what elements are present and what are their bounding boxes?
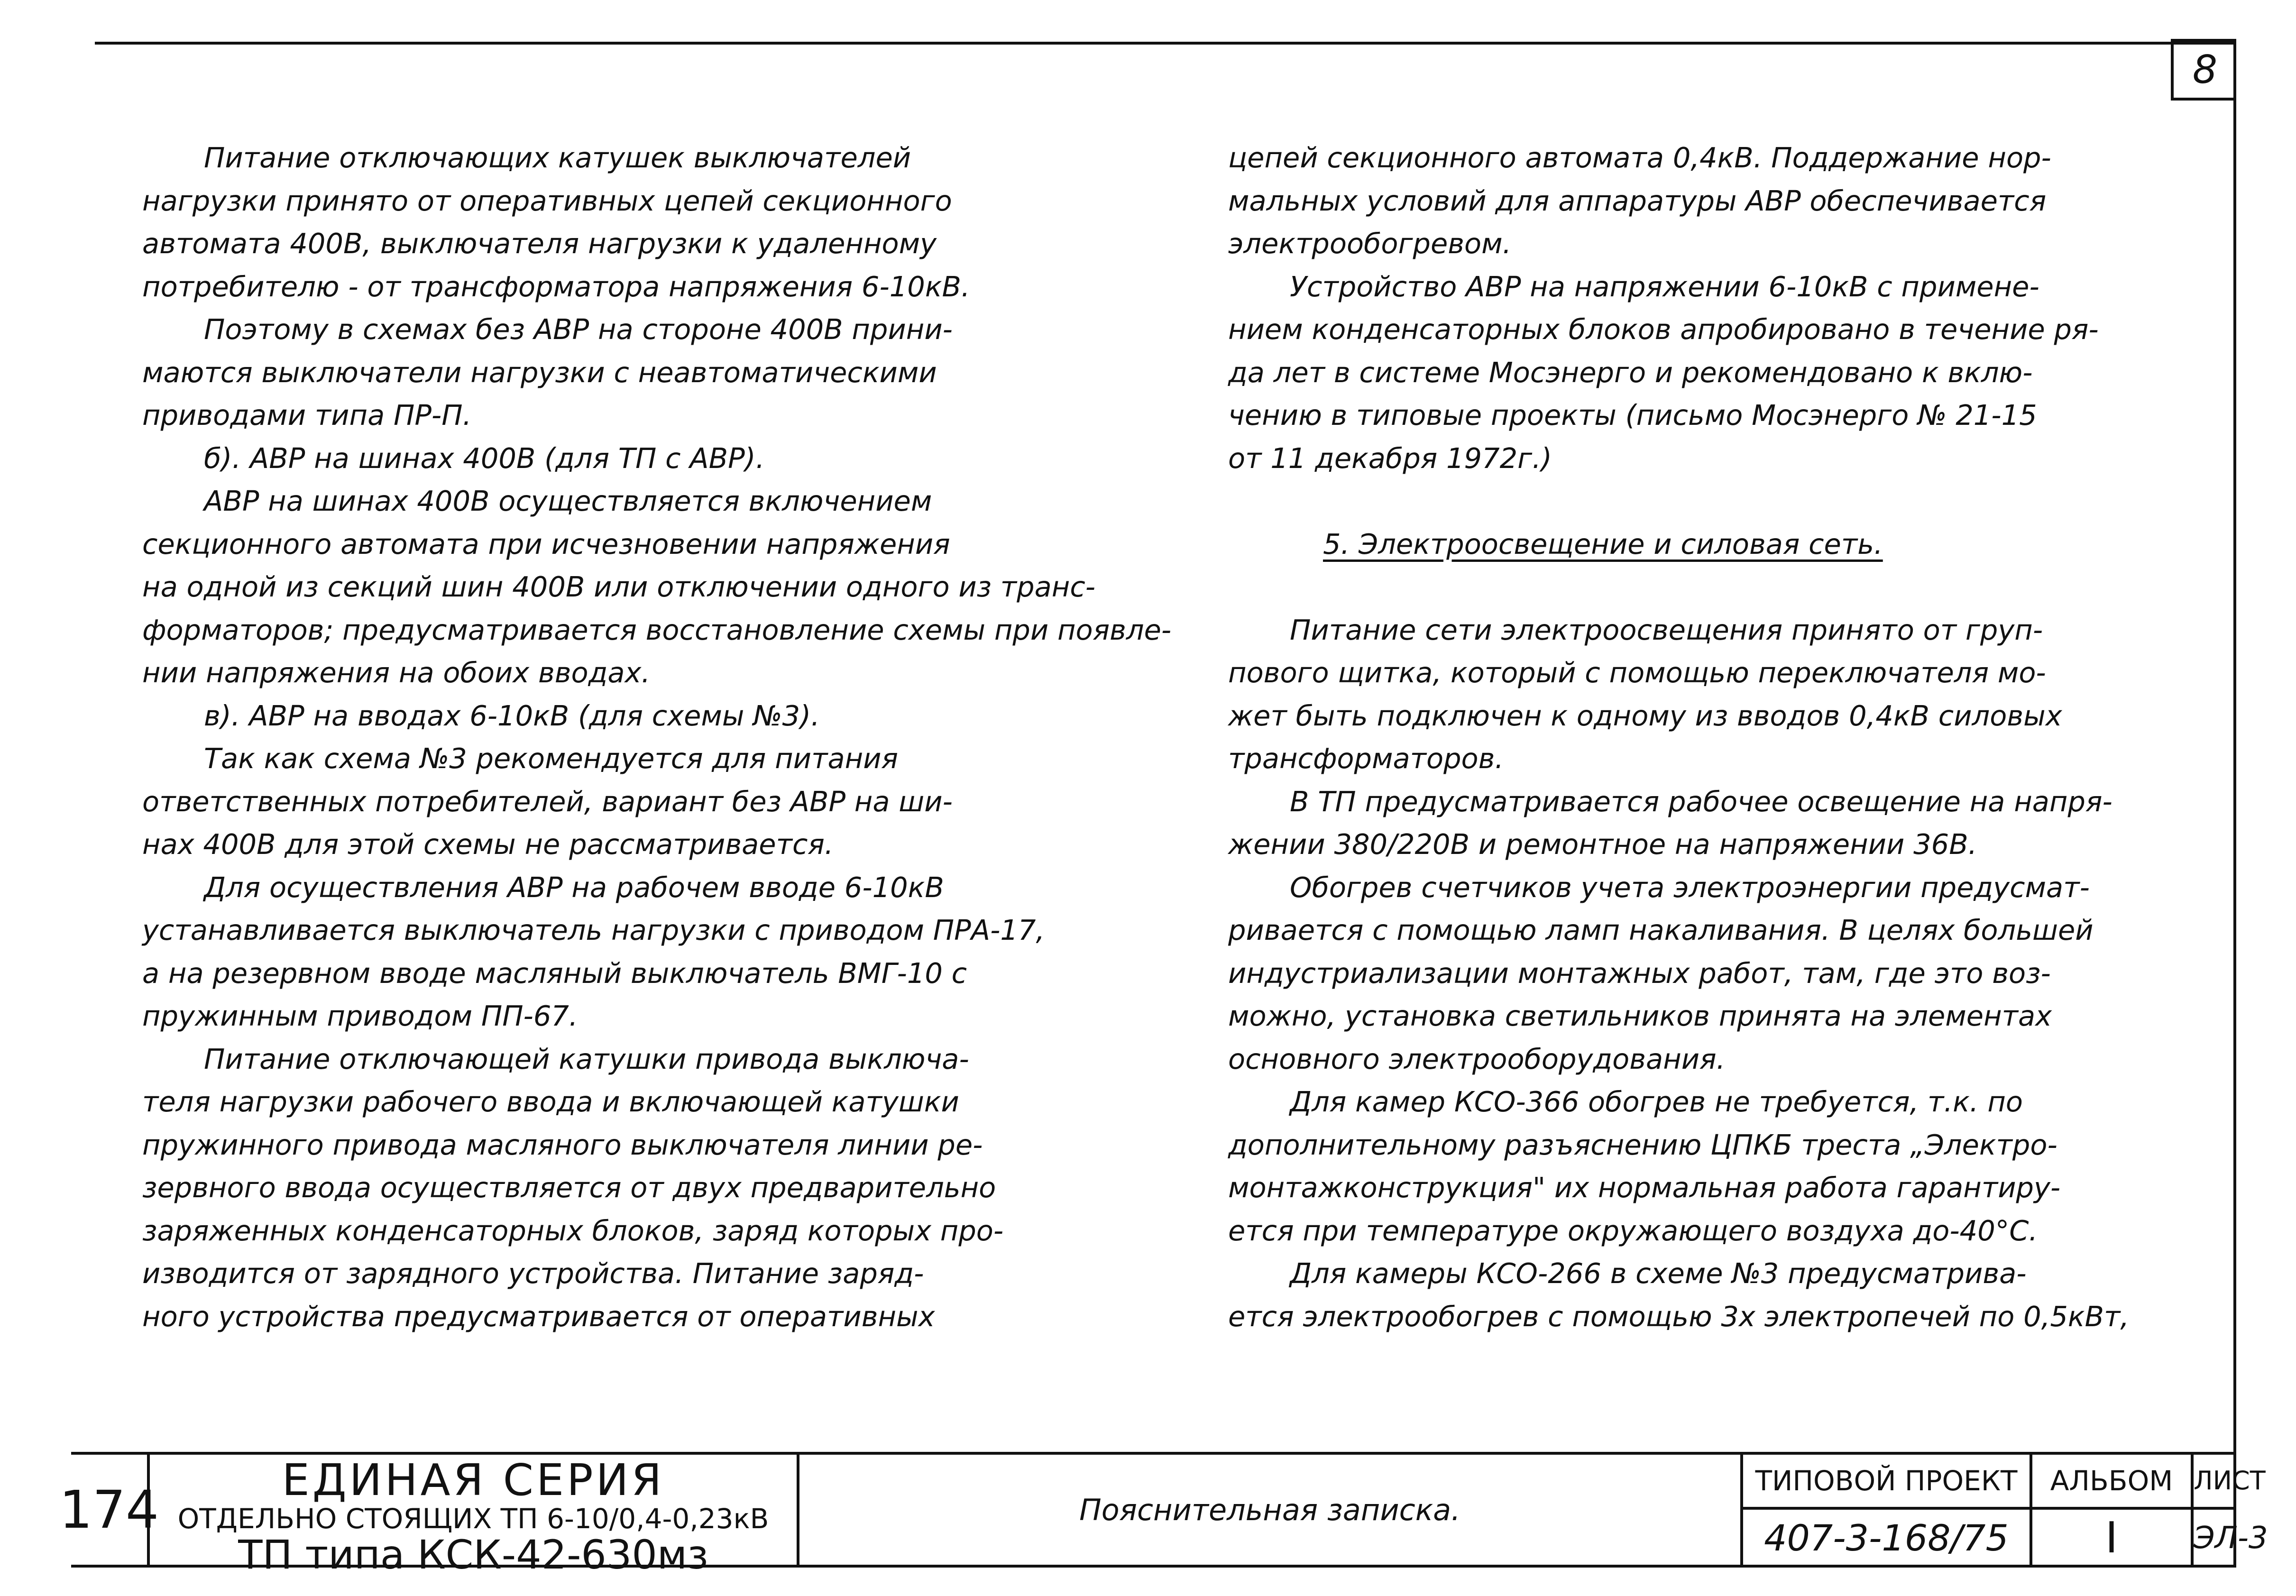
text-line: монтажконструкция" их нормальная работа гарантиру-	[1228, 1171, 2061, 1204]
series-cell	[147, 1455, 797, 1578]
text-line: ется при температуре окружающего воздуха до-40°С.	[1228, 1214, 2038, 1247]
text-line: а на резервном вводе масляный выключатель ВМГ-10 с	[142, 956, 967, 990]
text-line: теля нагрузки рабочего ввода и включающей катушки	[142, 1085, 959, 1118]
sheet-number: 174	[59, 1479, 159, 1540]
project-cell	[1740, 1455, 2030, 1565]
text-line: нах 400В для этой схемы не рассматривается.	[142, 828, 834, 861]
text-line: В ТП предусматривается рабочее освещение на напря-	[1290, 785, 2112, 818]
text-line: нием конденсаторных блоков апробировано в течение ря-	[1228, 313, 2099, 346]
text-line: изводится от зарядного устройства. Питание заряд-	[142, 1257, 924, 1290]
text-line: от 11 декабря 1972г.)	[1228, 441, 1552, 475]
text-line: Поэтому в схемах без АВР на стороне 400В прини-	[204, 313, 953, 346]
spacer	[1228, 566, 2177, 609]
project-value: 407-3-168/75	[1764, 1517, 2009, 1559]
right-border	[2233, 39, 2236, 1568]
series-line-2: ОТДЕЛЬНО СТОЯЩИХ ТП 6-10/0,4-0,23кВ	[177, 1503, 769, 1535]
text-line: пружинного привода масляного выключателя линии ре-	[142, 1128, 983, 1161]
album-label: АЛЬБОМ	[2032, 1455, 2191, 1510]
text-line: ного устройства предусматривается от оперативных	[142, 1300, 935, 1333]
text-line: приводами типа ПР-П.	[142, 399, 472, 431]
text-line: ответственных потребителей, вариант без АВР на ши-	[142, 785, 953, 818]
title-block	[59, 1452, 2268, 1578]
section-heading: 5. Электроосвещение и силовая сеть.	[1323, 527, 1883, 560]
text-line: заряженных конденсаторных блоков, заряд которых про-	[142, 1214, 1004, 1247]
text-line: потребителю - от трансформатора напряжения 6-10кВ.	[142, 270, 970, 303]
text-line: мальных условий для аппаратуры АВР обеспечивается	[1228, 184, 2047, 217]
text-line: зервного ввода осуществляется от двух предварительно	[142, 1171, 996, 1204]
text-line: цепей секционного автомата 0,4кВ. Поддержание нор-	[1228, 141, 2051, 174]
sheet-value: ЭЛ-3	[2194, 1521, 2268, 1556]
album-value: I	[2105, 1513, 2118, 1563]
right-column-bottom	[1228, 609, 2177, 1339]
series-line-1: ЕДИНАЯ СЕРИЯ	[282, 1455, 665, 1505]
text-line: электрообогревом.	[1228, 227, 1512, 260]
text-line: пружинным приводом ПП-67.	[142, 1000, 578, 1032]
text-line: можно, установка светильников принята на элементах	[1228, 1000, 2052, 1032]
series-line-3: ТП типа КСК-42-630мз	[238, 1532, 708, 1578]
right-column-top	[1228, 137, 2177, 480]
text-line: ривается с помощью ламп накаливания. В целях большей	[1228, 914, 2094, 946]
text-line: маются выключатели нагрузки с неавтоматическими	[142, 356, 937, 389]
text-line: нагрузки принято от оперативных цепей секционного	[142, 184, 952, 217]
text-line: пового щитка, который с помощью переключателя мо-	[1228, 656, 2046, 689]
sheet-label: ЛИСТ	[2194, 1455, 2236, 1510]
sheet-cell	[2191, 1455, 2268, 1565]
text-line: Для камеры КСО-266 в схеме №3 предусматрива-	[1290, 1257, 2027, 1290]
text-line: Обогрев счетчиков учета электроэнергии предусмат-	[1290, 871, 2090, 904]
text-line: чению в типовые проекты (письмо Мосэнерго № 21-15	[1228, 399, 2037, 431]
text-line: секционного автомата при исчезновении напряжения	[142, 527, 950, 560]
top-border	[95, 42, 2236, 45]
text-line: жет быть подключен к одному из вводов 0,4кВ силовых	[1228, 699, 2062, 732]
text-line: Устройство АВР на напряжении 6-10кВ с примене-	[1290, 270, 2039, 303]
text-line: форматоров; предусматривается восстановление схемы при появле-	[142, 613, 1172, 646]
text-line: устанавливается выключатель нагрузки с приводом ПРА-17,	[142, 914, 1045, 946]
text-line: АВР на шинах 400В осуществляется включением	[204, 485, 932, 517]
text-line: трансформаторов.	[1228, 742, 1504, 775]
text-line: ется электрообогрев с помощью 3х электропечей по 0,5кВт,	[1228, 1300, 2130, 1333]
text-line: да лет в системе Мосэнерго и рекомендовано к вклю-	[1228, 356, 2033, 389]
project-label: ТИПОВОЙ ПРОЕКТ	[1743, 1455, 2030, 1510]
text-line: Так как схема №3 рекомендуется для питания	[204, 742, 899, 775]
text-line: Питание отключающих катушек выключателей	[204, 141, 911, 174]
text-line: основного электрооборудования.	[1228, 1042, 1726, 1075]
text-line: в). АВР на вводах 6-10кВ (для схемы №3).	[204, 699, 820, 732]
text-line: б). АВР на шинах 400В (для ТП с АВР).	[204, 441, 765, 475]
text-line: Питание отключающей катушки привода выключа-	[204, 1042, 969, 1075]
text-line: нии напряжения на обоих вводах.	[142, 656, 651, 689]
left-text-column	[142, 137, 1172, 1338]
spacer	[1228, 480, 2177, 523]
text-line: индустриализации монтажных работ, там, где это воз-	[1228, 956, 2051, 990]
text-line: на одной из секций шин 400В или отключении одного из транс-	[142, 570, 1096, 603]
text-line: Для камер КСО-366 обогрев не требуется, т.к. по	[1290, 1085, 2023, 1118]
text-line: дополнительному разъяснению ЦПКБ треста „Электро-	[1228, 1128, 2057, 1161]
text-line: Для осуществления АВР на рабочем вводе 6-10кВ	[204, 871, 944, 904]
description-cell: Пояснительная записка.	[797, 1455, 1740, 1565]
album-cell	[2030, 1455, 2191, 1565]
right-text-column	[1228, 137, 2177, 1338]
text-line: автомата 400В, выключателя нагрузки к удаленному	[142, 227, 937, 260]
text-line: жении 380/220В и ремонтное на напряжении 36В.	[1228, 828, 1977, 861]
page-number: 8	[2171, 39, 2236, 101]
text-line: Питание сети электроосвещения принято от груп-	[1290, 613, 2043, 646]
